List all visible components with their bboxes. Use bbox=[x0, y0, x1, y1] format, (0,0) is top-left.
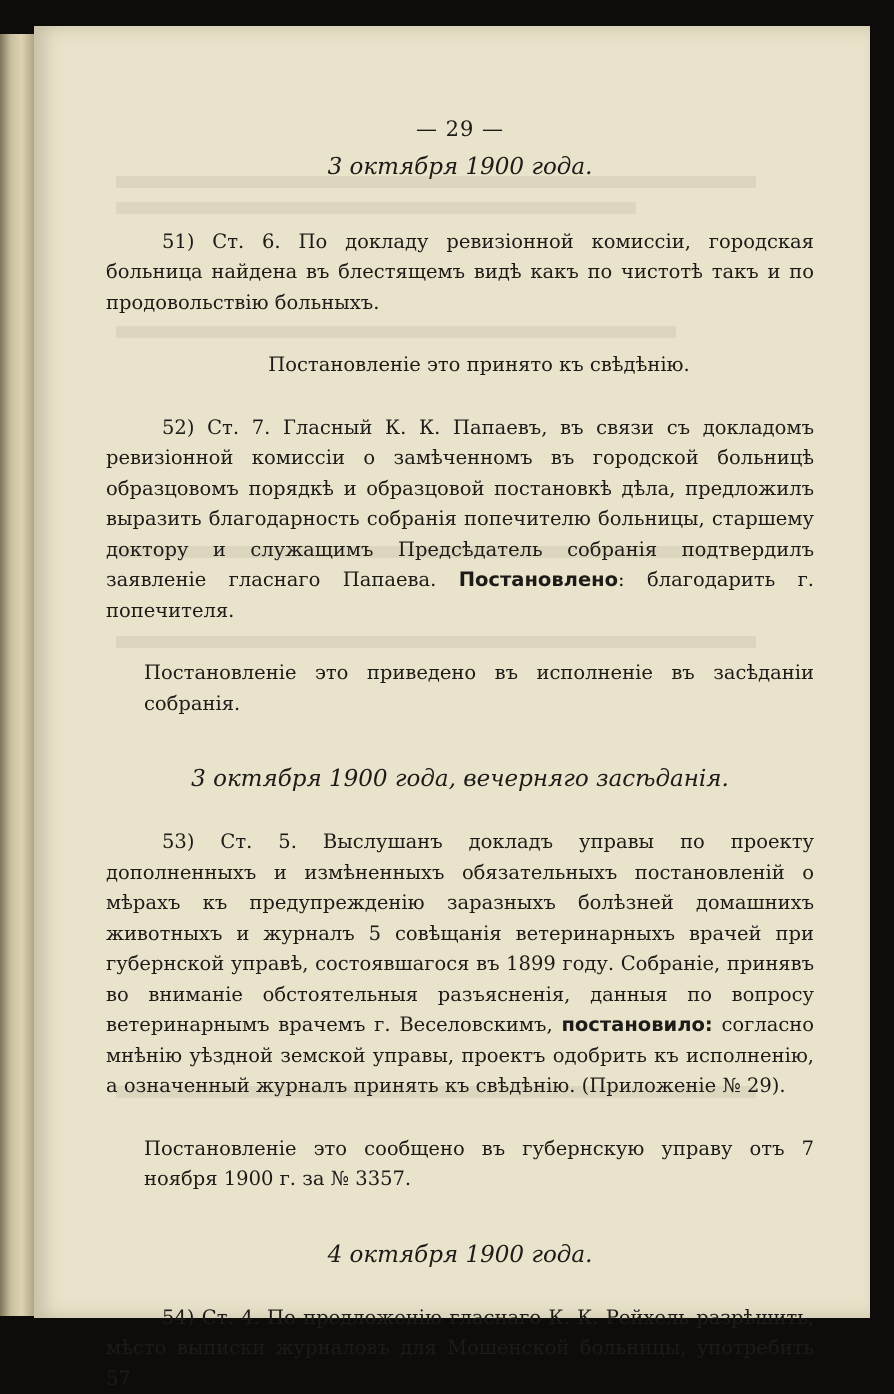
document-page bbox=[34, 26, 870, 1318]
date-heading-oct-4: 4 октября 1900 года. bbox=[106, 1239, 814, 1271]
date-heading-oct-3-evening: 3 октября 1900 года, вечерняго засѣданія. bbox=[106, 763, 814, 795]
resolution-note-51: Постановленіе это принято къ свѣдѣнію. bbox=[106, 350, 814, 381]
page-number: — 29 — bbox=[106, 114, 814, 145]
paragraph-51: 51) Ст. 6. По докладу ревизіонной комиссіи, городская больница найдена въ блестящемъ видѣ какъ по чистотѣ такъ и по продовольствію больныхъ. bbox=[106, 227, 814, 319]
paragraph-52-text: 52) Ст. 7. Гласный К. К. Папаевъ, въ связи съ докладомъ ревизіонной комиссіи о замѣченномъ въ городской больницѣ образцовомъ порядкѣ и образцовой постановкѣ дѣла, предложилъ выразить благодарность собранія попечителю больницы, старшему доктору и служащимъ Предсѣдатель собранія подтвердилъ заявленіе гласнаго Папаева. bbox=[106, 416, 814, 592]
paragraph-53-text-end: согласно мнѣнію уѣздной земской управы, проектъ одобрить къ исполненію, а означенный журналъ принять къ свѣдѣнію. (Приложеніе № 29). bbox=[106, 1013, 814, 1097]
page-content bbox=[106, 114, 814, 1394]
paragraph-53 bbox=[106, 827, 814, 1102]
paragraph-52-text-end: : благодарить г. попечителя. bbox=[106, 568, 814, 622]
paragraph-54: 54) Ст. 4. По предложенію гласнаго К. К. Рейхель разрѣшить, мѣсто выписки журналовъ для Мошенской больницы, употребить 57 bbox=[106, 1303, 814, 1394]
resolution-keyword: Постановлено bbox=[459, 568, 618, 591]
resolution-note-53: Постановленіе это сообщено въ губернскую управу отъ 7 ноября 1900 г. за № 3357. bbox=[106, 1134, 814, 1195]
left-page-edge bbox=[0, 34, 36, 1316]
resolution-note-52: Постановленіе это приведено въ исполненіе въ засѣданіи собранія. bbox=[106, 658, 814, 719]
resolution-keyword: постановило: bbox=[561, 1013, 712, 1036]
date-heading-oct-3: 3 октября 1900 года. bbox=[106, 151, 814, 183]
paragraph-53-text: 53) Ст. 5. Выслушанъ докладъ управы по проекту дополненныхъ и измѣненныхъ обязательныхъ постановленій о мѣрахъ къ предупрежденію заразныхъ болѣзней домашнихъ животныхъ и журналъ 5 совѣщанія ветеринарныхъ врачей при губернской управѣ, состоявшагося въ 1899 году. Собраніе, принявъ во вниманіе обстоятельныя разъясненія, данныя по вопросу ветеринарнымъ врачемъ г. Веселовскимъ, bbox=[106, 830, 814, 1036]
paragraph-52 bbox=[106, 413, 814, 627]
